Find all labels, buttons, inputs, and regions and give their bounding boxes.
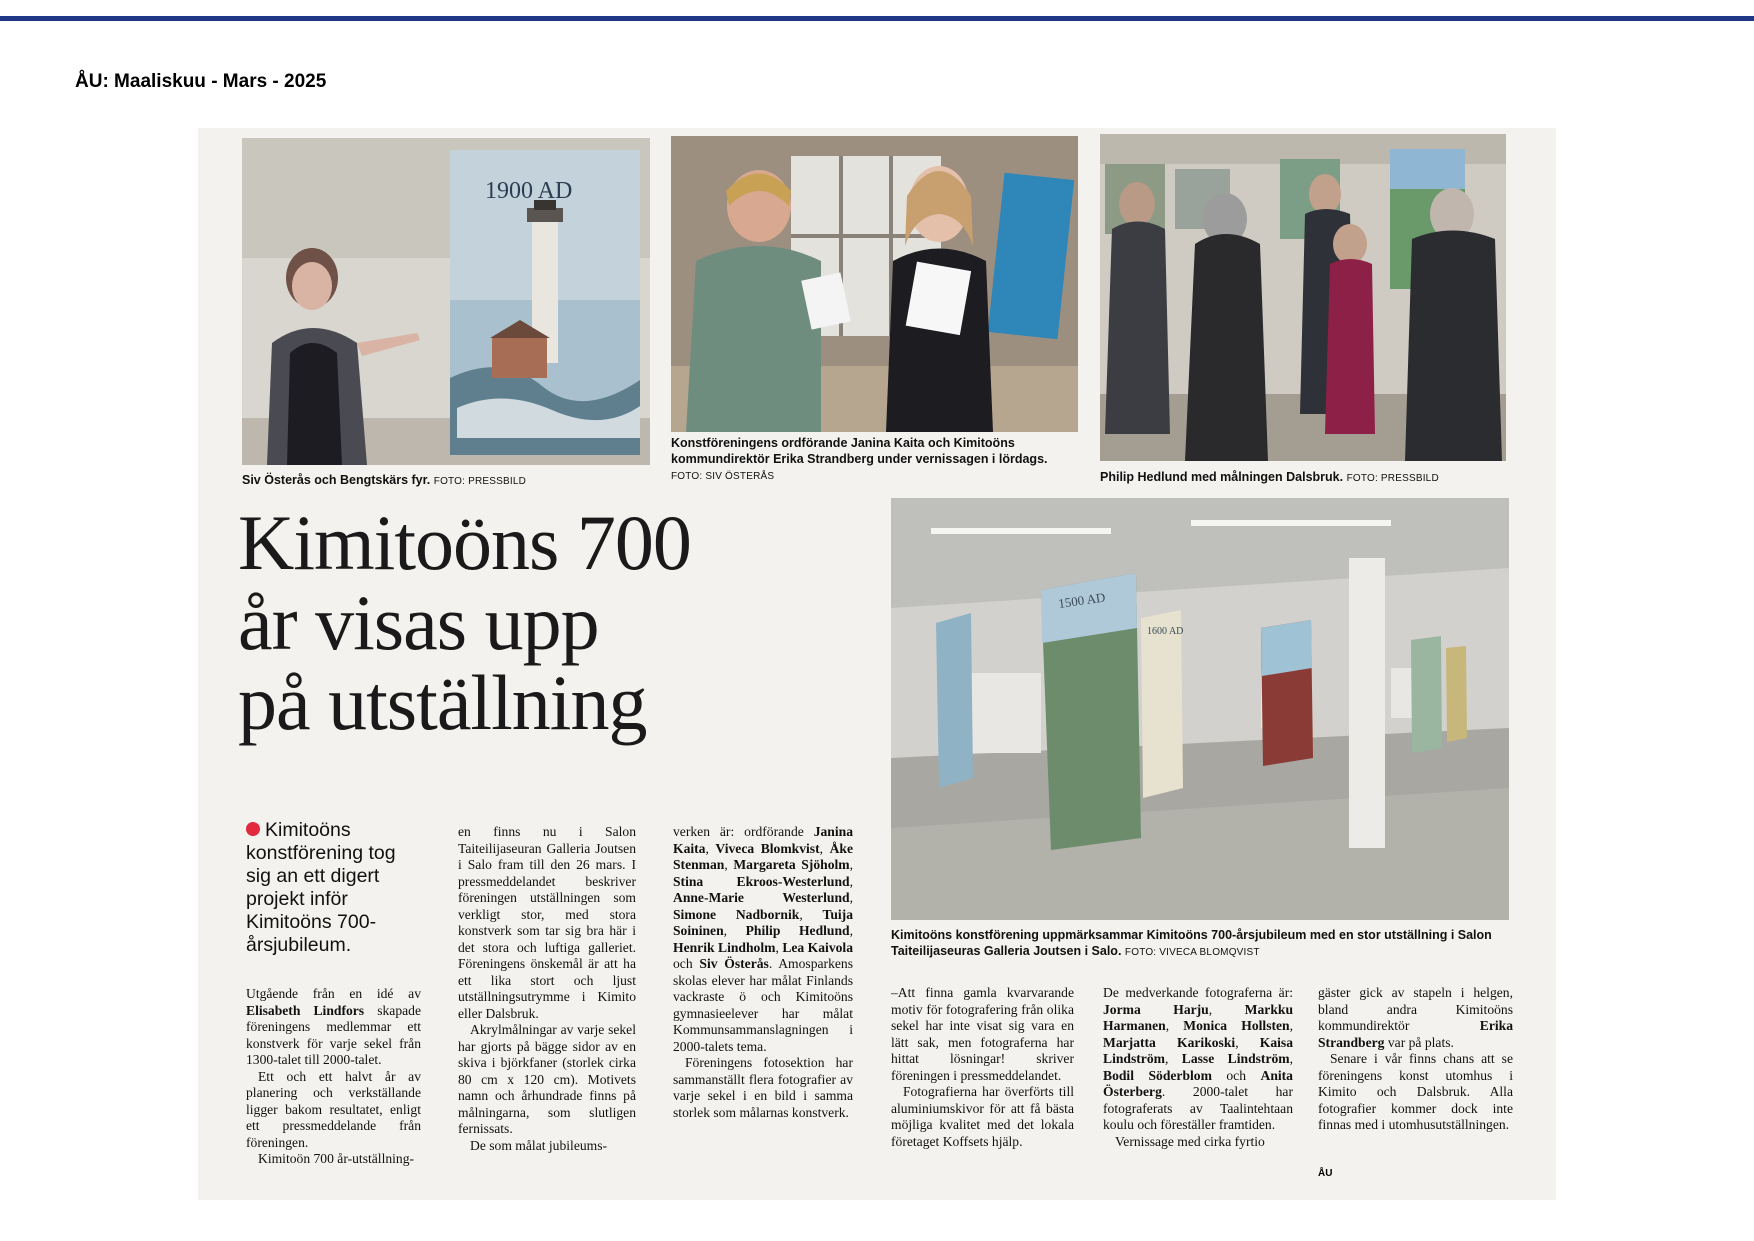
photo-credit: FOTO: VIVECA BLOMQVIST [1124,947,1260,958]
article-paragraph [1103,1134,1293,1151]
text-run: och [1211,1067,1261,1083]
photo-crowd [1100,134,1506,461]
text-run: De medverkande fotograferna är: [1103,985,1293,1000]
article-headline: Kimitoöns 700 år visas upp på utställning [238,499,691,746]
text-run: , [1235,1034,1260,1050]
text-run: var på plats. [1384,1034,1454,1050]
article-column-4 [891,985,1074,1150]
text-run: , [849,923,854,938]
article-paragraph [673,1055,853,1121]
text-run: Senare i vår finns chans att se föreningens konst utomhus i Kimito och Dalsbruk. Alla fotografier kommer dock inte finnas med i utomhusutställningen. [1318,1051,1513,1132]
text-run: , [1289,1018,1294,1033]
photo-credit: FOTO: SIV ÖSTERÅS [671,471,775,482]
bold-name: Elisabeth Lindfors [246,1002,365,1018]
article-paragraph [246,1151,421,1168]
bold-name: Jorma Harju [1103,1001,1209,1017]
text-run: , [799,906,823,922]
text-run: Fotografierna har överförts till aluminiumskivor för att få bästa möjliga kvalitet med det lokala företaget Koffsets hjälp. [891,1084,1074,1149]
article-paragraph [1318,985,1513,1051]
top-rule [0,16,1754,21]
bold-name: Janina Kaita [673,824,853,856]
bold-name: Erika Strandberg [1318,1018,1513,1050]
text-run: De som målat jubileums- [470,1137,608,1153]
bold-name: Tuija Soininen [673,906,853,938]
article-column-1 [246,986,421,1168]
photo-credit: FOTO: PRESSBILD [1346,473,1439,484]
bold-name: Viveca Blomkvist [715,840,820,856]
text-run: , [849,857,853,872]
text-run: skapade föreningens medlemmar ett konstverk för varje sekel från 1300-talet till 2000-talet. [246,1002,421,1067]
bold-name: Markku Harmanen [1103,1001,1293,1033]
photo-gallery [891,498,1509,920]
article-column-6 [1318,985,1513,1134]
text-run: en finns nu i Salon Taiteilijaseuran Galleria Joutsen i Salo fram till den 26 mars. I pressmeddelandet beskriver föreningen utställningen som verkligt stor, med stora konstverk som tar sig bra här i det stora och luftiga galleriet. Föreningens önskemål är att ha ett lika stort och ljust utställningsutrymme i Kimito eller Dalsbruk. [458,824,636,1021]
text-run: . Amosparkens skolas elever har målat Finlands vackraste ö och Kimitoöns gymnasieelever har målat Kommunsammanslagningen i 2000-talets tema. [673,956,853,1054]
text-run: , [723,923,746,938]
text-run: , [849,890,853,905]
text-run: Kimitoön 700 år-utställning- [258,1151,415,1166]
text-run: gäster gick av stapeln i helgen, bland andra Kimitoöns kommundirektör [1318,985,1513,1033]
photo-talk-caption: Konstföreningens ordförande Janina Kaita och Kimitoöns kommundirektör Erika Strandberg under vernissagen i lördags. FOTO: SIV ÖSTERÅS [671,436,1048,482]
bold-name: Stina Ekroos-Westerlund [673,873,850,889]
bold-name: Kaisa Lindström [1103,1034,1293,1066]
bold-name: Bodil Söderblom [1103,1067,1212,1083]
text-run: . 2000-talet har fotograferats av Taalintehtaan koulu och föreställer framtiden. [1103,1084,1293,1132]
text-run: , [849,873,853,889]
article-paragraph [1318,1051,1513,1134]
text-run: , [1208,1001,1245,1017]
text-run: , [1165,1018,1184,1033]
article-paragraph [891,985,1074,1084]
bold-name: Lea Kaivola [782,939,853,955]
photo-lighthouse [242,138,650,465]
bold-name: Monica Hollsten [1183,1018,1290,1033]
bold-name: Siv Österås [699,956,769,971]
bold-name: Henrik Lindholm [673,939,776,955]
article-paragraph [1103,985,1293,1134]
text-run: , [819,840,830,856]
article-signature: ÅU [1318,1168,1333,1179]
bold-name: Åke Stenman [673,840,853,872]
text-run: Utgående från en idé av [246,986,421,1001]
text-run: , [1289,1051,1294,1066]
text-run: verken är: ordförande [673,824,814,839]
text-run: , [705,840,716,856]
article-paragraph [673,824,853,1055]
photo-talk [671,136,1078,432]
article-column-3 [673,824,853,1121]
article-column-5 [1103,985,1293,1150]
bold-name: Anne-Marie Westerlund [673,890,850,905]
text-run: , [724,857,734,872]
painting-label: 1600 AD [1147,626,1184,637]
text-run: Akrylmålningar av varje sekel har gjorts på bägge sidor av en skiva i björkfaner (storlek cirka 80 cm x 120 cm). Motivets namn och århundrade finns på målningarna, som slutligen fernissats. [458,1022,636,1136]
painting-label: 1500 AD [1057,589,1107,611]
article-paragraph [458,824,636,1022]
photo-credit: FOTO: PRESSBILD [433,476,527,487]
article-paragraph [246,1069,421,1152]
bold-name: Simone Nadbornik [673,906,800,922]
bullet-icon [246,822,260,836]
article-paragraph [458,1022,636,1138]
painting-label: 1900 AD [485,178,573,204]
bold-name: Lasse Lindström [1181,1051,1290,1066]
text-run: , [1164,1051,1182,1066]
article-paragraph [891,1084,1074,1150]
bold-name: Margareta Sjöholm [733,857,850,872]
photo-crowd-caption: Philip Hedlund med målningen Dalsbruk. FOTO: PRESSBILD [1100,470,1439,484]
article-lead: Kimitoöns konstförening tog sig an ett digert projekt inför Kimitoöns 700-årsjubileum. [246,819,396,956]
text-run: och [673,956,700,971]
article-paragraph [458,1138,636,1155]
photo-gallery-caption: Kimitoöns konstförening uppmärksammar Kimitoöns 700-årsjubileum med en stor utställning i Salon Taiteilijaseuras Galleria Joutsen i Salo. FOTO: VIVECA BLOMQVIST [891,928,1492,958]
source-label: ÅU: Maaliskuu - Mars - 2025 [75,71,327,92]
article-column-2 [458,824,636,1154]
newspaper-clipping [198,128,1556,1200]
text-run: –Att finna gamla kvarvarande motiv för fotografering från olika sekel har inte visat sig vara en lätt sak, men fotograferna har hittat lösningar! skriver föreningen i pressmeddelandet. [891,985,1074,1083]
text-run: Vernissage med cirka fyrtio [1115,1133,1265,1149]
article-paragraph [246,986,421,1069]
bold-name: Philip Hedlund [745,923,850,938]
text-run: Föreningens fotosektion har sammanställt flera fotografier av varje sekel i en bild i samma storlek som målarnas konstverk. [673,1055,853,1120]
text-run: , [775,939,783,955]
bold-name: Anita Österberg [1103,1067,1293,1099]
bold-name: Marjatta Karikoski [1103,1034,1236,1050]
photo-lighthouse-caption: Siv Österås och Bengtskärs fyr. FOTO: PRESSBILD [242,473,527,487]
text-run: Ett och ett halvt år av planering och verkställande ligger bakom resultatet, enligt ett pressmeddelande från föreningen. [246,1068,421,1150]
